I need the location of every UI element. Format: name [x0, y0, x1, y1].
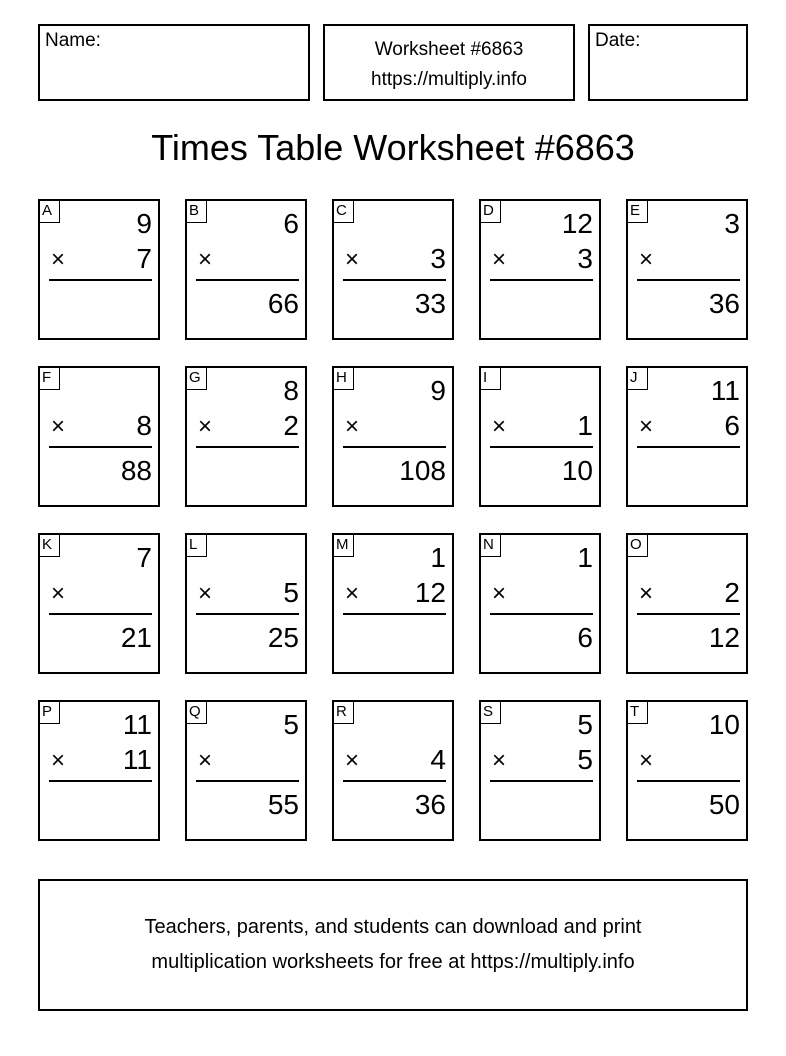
answer-rule — [490, 446, 593, 448]
multiply-sign: × — [198, 580, 213, 607]
problem-box-g[interactable] — [185, 366, 307, 507]
problem-answer: 50 — [708, 789, 740, 820]
multiply-sign: × — [51, 413, 66, 440]
problem-letter: K — [40, 535, 60, 557]
answer-rule — [637, 279, 740, 281]
problem-bottom-operand: 11 — [122, 744, 152, 775]
problem-bottom-operand: 5 — [577, 744, 593, 775]
answer-rule — [637, 613, 740, 615]
problem-letter: O — [628, 535, 648, 557]
problem-box-e[interactable] — [626, 199, 748, 340]
multiply-sign: × — [345, 246, 360, 273]
problem-letter: C — [334, 201, 354, 223]
worksheet-info-box — [323, 24, 575, 101]
problem-bottom-operand: 7 — [136, 243, 152, 274]
problem-box-a[interactable] — [38, 199, 160, 340]
page-title: Times Table Worksheet #6863 — [151, 127, 635, 168]
problem-box-b[interactable] — [185, 199, 307, 340]
multiply-sign: × — [345, 413, 360, 440]
multiply-sign: × — [345, 747, 360, 774]
name-field-box[interactable] — [38, 24, 310, 101]
multiply-sign: × — [51, 580, 66, 607]
problem-letter: D — [481, 201, 501, 223]
answer-rule — [49, 780, 152, 782]
answer-rule — [490, 613, 593, 615]
problem-letter: A — [40, 201, 60, 223]
multiply-sign: × — [51, 246, 66, 273]
multiply-sign: × — [639, 413, 654, 440]
problem-box-d[interactable] — [479, 199, 601, 340]
multiply-sign: × — [639, 747, 654, 774]
problem-letter: H — [334, 368, 354, 390]
problem-box-n[interactable] — [479, 533, 601, 674]
problem-bottom-operand: 8 — [136, 410, 152, 441]
problem-letter: N — [481, 535, 501, 557]
problem-letter: S — [481, 702, 501, 724]
problem-bottom-operand: 4 — [430, 744, 446, 775]
problem-box-f[interactable] — [38, 366, 160, 507]
problem-answer: 6 — [577, 622, 593, 653]
problem-letter: P — [40, 702, 60, 724]
problem-top-operand: 7 — [136, 542, 152, 573]
footer-box — [38, 879, 748, 1011]
problem-top-operand: 5 — [577, 709, 593, 740]
answer-rule — [196, 446, 299, 448]
name-label: Name: — [45, 30, 101, 51]
problem-letter: L — [187, 535, 207, 557]
problem-top-operand: 9 — [136, 208, 152, 239]
problem-top-operand: 1 — [577, 542, 593, 573]
date-field-box[interactable] — [588, 24, 748, 101]
answer-rule — [343, 446, 446, 448]
problem-answer: 66 — [267, 288, 299, 319]
problem-letter: R — [334, 702, 354, 724]
problem-answer: 88 — [120, 455, 152, 486]
answer-rule — [490, 780, 593, 782]
problem-box-h[interactable] — [332, 366, 454, 507]
problem-box-o[interactable] — [626, 533, 748, 674]
problem-bottom-operand: 2 — [724, 577, 740, 608]
problem-bottom-operand: 12 — [414, 577, 446, 608]
problem-box-q[interactable] — [185, 700, 307, 841]
problem-letter: E — [628, 201, 648, 223]
problem-box-j[interactable] — [626, 366, 748, 507]
problem-answer: 36 — [414, 789, 446, 820]
problem-box-k[interactable] — [38, 533, 160, 674]
worksheet-id: Worksheet #6863 — [374, 39, 524, 60]
problem-answer: 33 — [414, 288, 446, 319]
multiply-sign: × — [492, 246, 507, 273]
answer-rule — [343, 613, 446, 615]
multiply-sign: × — [198, 413, 213, 440]
multiply-sign: × — [51, 747, 66, 774]
problem-box-l[interactable] — [185, 533, 307, 674]
problem-top-operand: 6 — [283, 208, 299, 239]
multiply-sign: × — [492, 747, 507, 774]
multiply-sign: × — [492, 580, 507, 607]
multiply-sign: × — [198, 747, 213, 774]
problem-letter: M — [334, 535, 354, 557]
footer-line-1: Teachers, parents, and students can download and print — [144, 916, 642, 938]
problem-bottom-operand: 1 — [577, 410, 593, 441]
answer-rule — [196, 279, 299, 281]
problem-answer: 55 — [267, 789, 299, 820]
answer-rule — [49, 613, 152, 615]
multiply-sign: × — [492, 413, 507, 440]
problem-bottom-operand: 3 — [577, 243, 593, 274]
problem-box-t[interactable] — [626, 700, 748, 841]
problem-box-i[interactable] — [479, 366, 601, 507]
problem-top-operand: 11 — [122, 709, 152, 740]
answer-rule — [196, 780, 299, 782]
answer-rule — [343, 780, 446, 782]
problem-bottom-operand: 6 — [724, 410, 740, 441]
problem-top-operand: 10 — [708, 709, 740, 740]
problem-box-s[interactable] — [479, 700, 601, 841]
problem-answer: 25 — [267, 622, 299, 653]
site-url: https://multiply.info — [371, 69, 527, 90]
problem-answer: 12 — [708, 622, 740, 653]
problem-top-operand: 9 — [430, 375, 446, 406]
problem-answer: 21 — [120, 622, 152, 653]
problem-letter: Q — [187, 702, 207, 724]
multiply-sign: × — [345, 580, 360, 607]
problem-top-operand: 1 — [430, 542, 446, 573]
problem-answer: 108 — [399, 455, 446, 486]
problem-box-r[interactable] — [332, 700, 454, 841]
answer-rule — [490, 279, 593, 281]
answer-rule — [49, 446, 152, 448]
problem-answer: 36 — [708, 288, 740, 319]
date-label: Date: — [595, 30, 641, 51]
problem-letter: I — [481, 368, 501, 390]
problem-box-p[interactable] — [38, 700, 160, 841]
multiply-sign: × — [639, 580, 654, 607]
problem-letter: G — [187, 368, 207, 390]
problem-top-operand: 3 — [724, 208, 740, 239]
problem-top-operand: 5 — [283, 709, 299, 740]
problem-top-operand: 8 — [283, 375, 299, 406]
footer-line-2: multiplication worksheets for free at https://multiply.info — [151, 951, 635, 973]
problem-bottom-operand: 5 — [283, 577, 299, 608]
problem-bottom-operand: 3 — [430, 243, 446, 274]
problem-top-operand: 12 — [561, 208, 593, 239]
multiply-sign: × — [198, 246, 213, 273]
problem-letter: F — [40, 368, 60, 390]
problem-answer: 10 — [561, 455, 593, 486]
problem-letter: B — [187, 201, 207, 223]
answer-rule — [637, 446, 740, 448]
problem-letter: T — [628, 702, 648, 724]
answer-rule — [49, 279, 152, 281]
answer-rule — [196, 613, 299, 615]
answer-rule — [637, 780, 740, 782]
problem-box-m[interactable] — [332, 533, 454, 674]
problem-letter: J — [628, 368, 648, 390]
answer-rule — [343, 279, 446, 281]
problem-top-operand: 11 — [710, 375, 740, 406]
multiply-sign: × — [639, 246, 654, 273]
problem-bottom-operand: 2 — [283, 410, 299, 441]
problem-box-c[interactable] — [332, 199, 454, 340]
